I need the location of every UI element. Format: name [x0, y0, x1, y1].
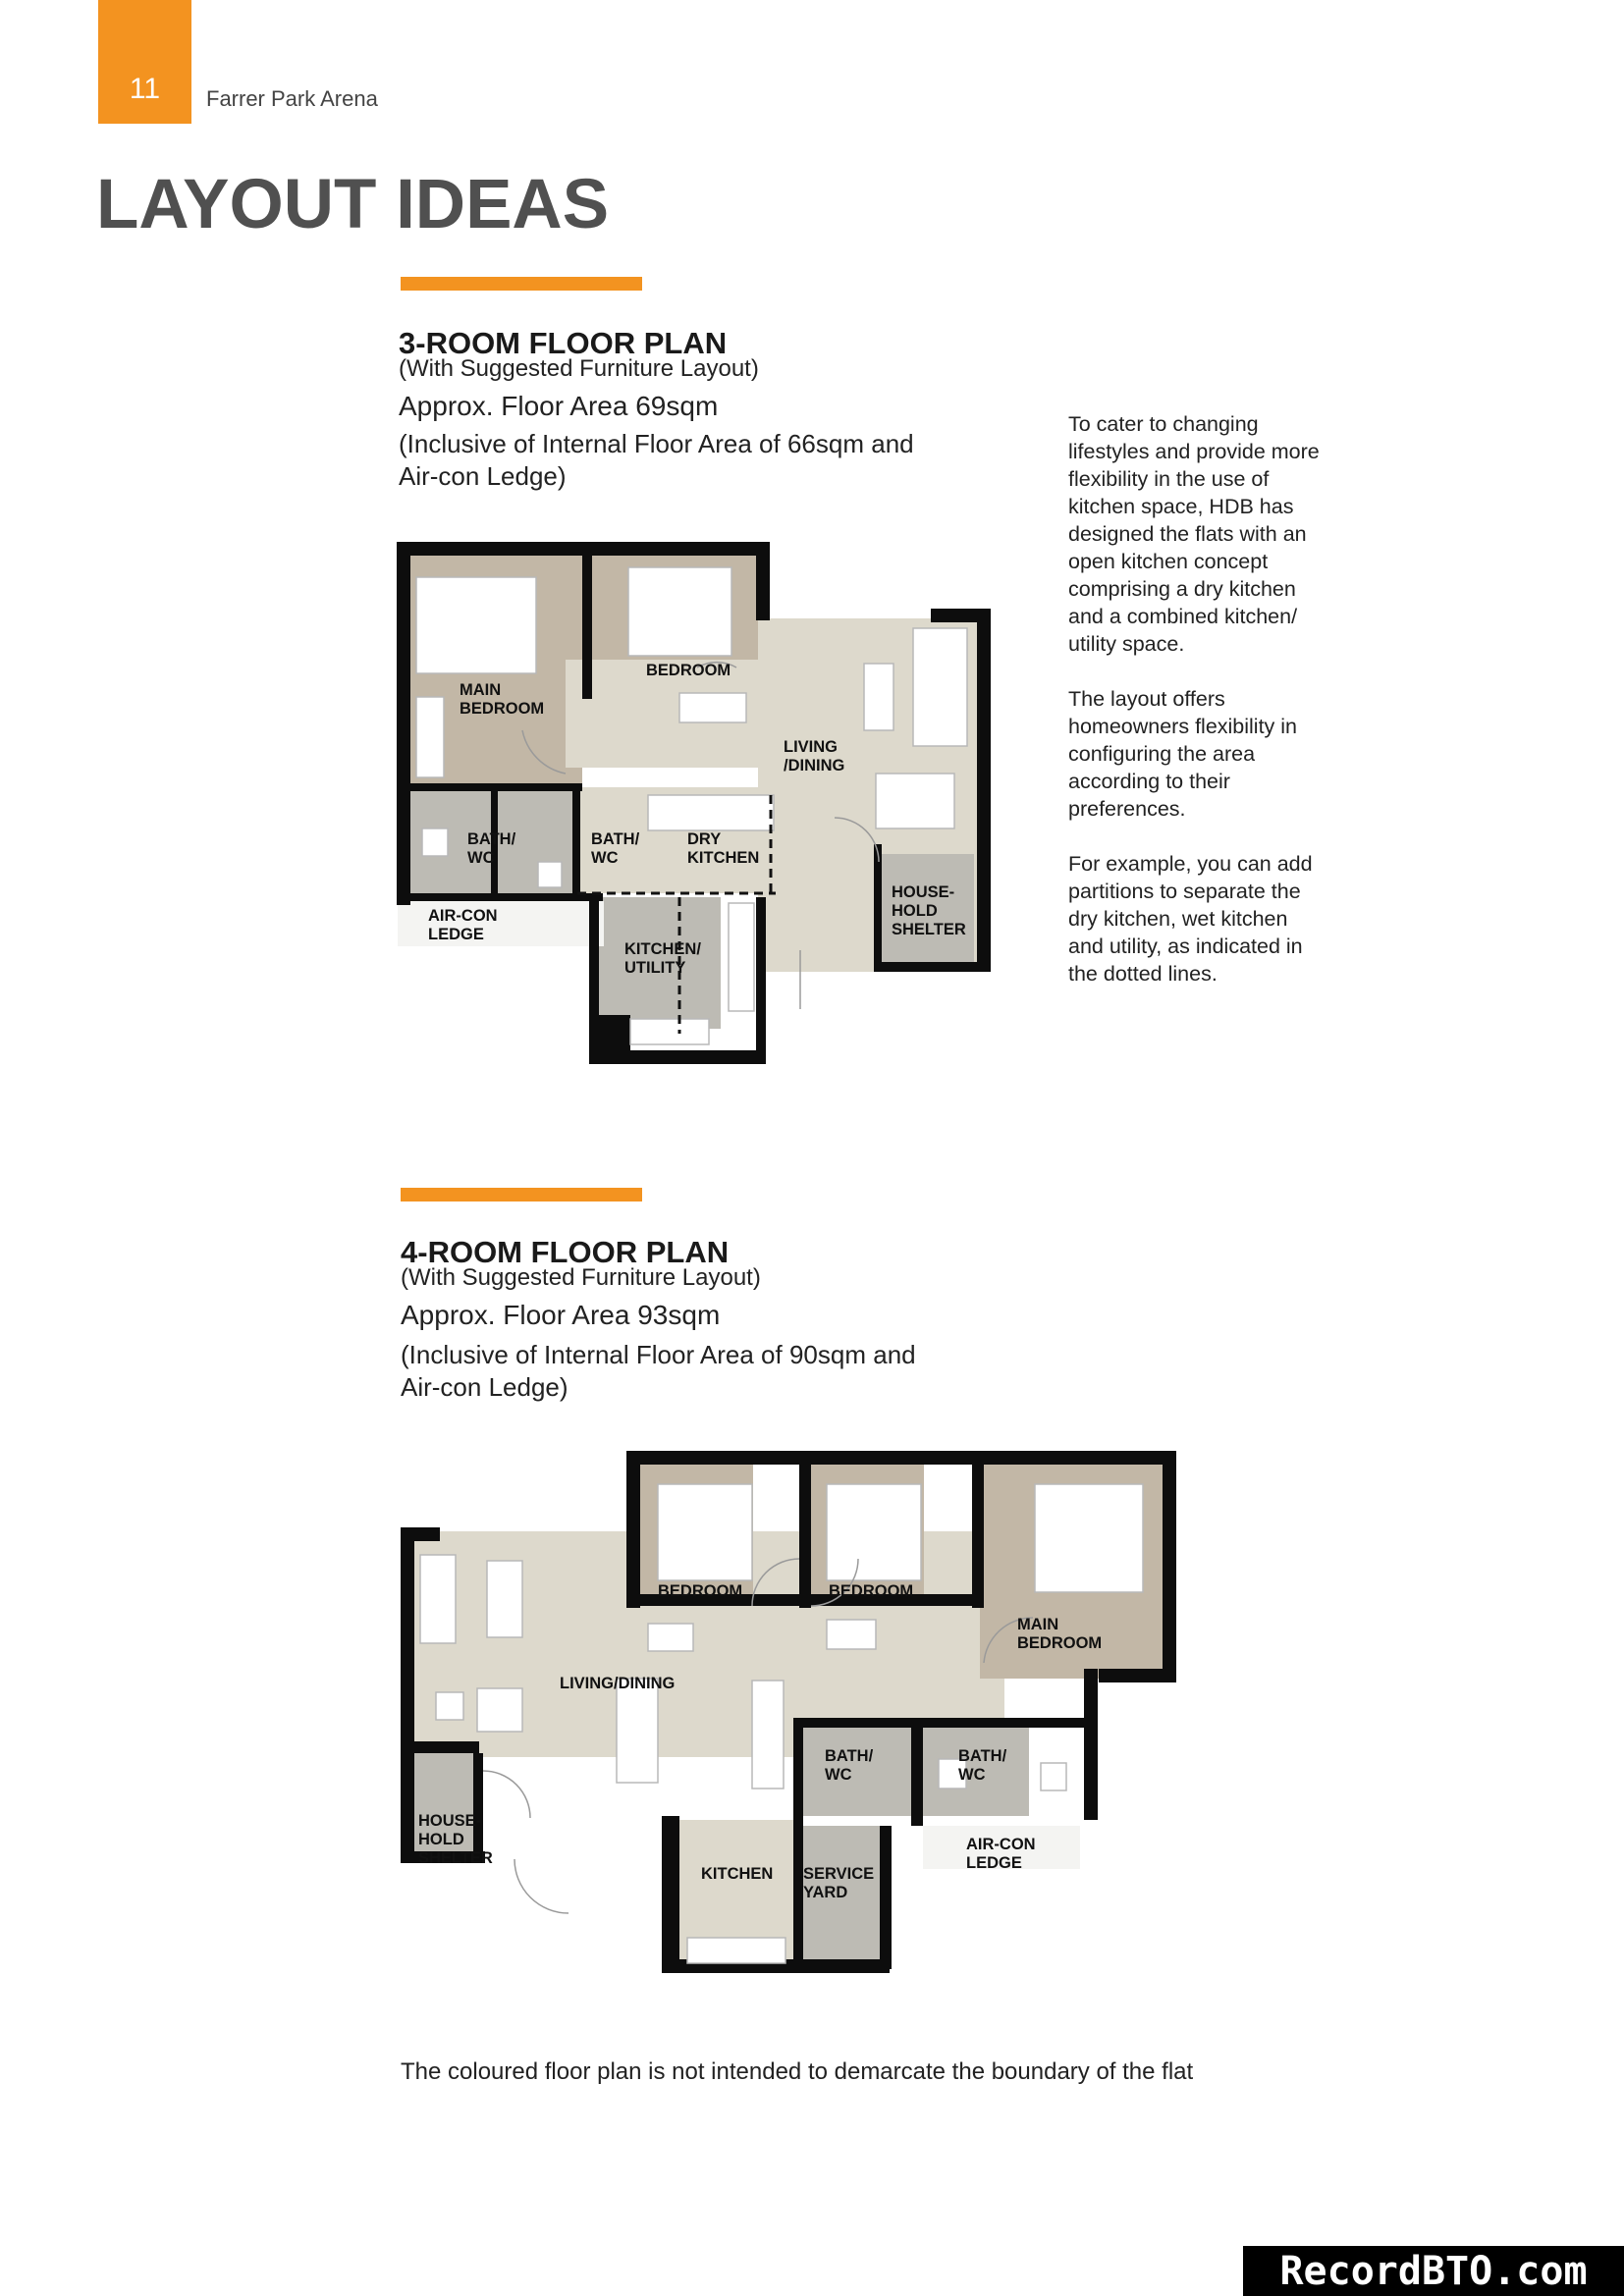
label-shelter-line3: SHELTER: [892, 921, 966, 938]
plan-3room-title: 3-ROOM FLOOR PLAN: [399, 326, 728, 360]
page-number: 11: [129, 73, 161, 105]
orange-divider: [401, 1188, 642, 1201]
description-paragraph-1: To cater to changing lifestyles and provide more flexibility in the use of kitchen space, HDB has designed the flats with an open kitchen concept comprising a dry kitchen and a combined kitchen/ utility space.: [1068, 412, 1320, 656]
label-main-bedroom: [460, 681, 544, 719]
label-living-line2: /DINING: [784, 757, 845, 774]
plan-4room-inclusive: [401, 1339, 950, 1404]
label-bath1-line2: WC: [825, 1766, 852, 1784]
label-bedroom-1: BEDROOM: [658, 1582, 743, 1600]
label-aircon-ledge: [428, 907, 498, 944]
plan-4room-inclusive-line2: Air-con Ledge): [401, 1372, 568, 1402]
label-shelter-line2: HOLD: [892, 902, 938, 920]
label-dry-kitchen-line1: DRY: [687, 830, 722, 848]
label-household-shelter: [892, 883, 966, 939]
description-paragraph-2: The layout offers homeowners flexibility in configuring the area according to their preferences.: [1068, 687, 1298, 821]
label-bath-1: [467, 830, 515, 868]
floor-plan-4room: [397, 1447, 1182, 1997]
label-shelter-line3: SHELTER: [418, 1849, 493, 1867]
page-title: LAYOUT IDEAS: [96, 166, 610, 243]
label-bath1-line2: WC: [467, 849, 495, 867]
label-main-bedroom-line2: BEDROOM: [460, 700, 545, 718]
label-bedroom: BEDROOM: [646, 662, 731, 679]
label-living-line1: LIVING: [784, 738, 839, 756]
label-bedroom-2: BEDROOM: [829, 1582, 914, 1600]
label-bath-2: [958, 1747, 1006, 1785]
label-bath1-line1: BATH/: [467, 830, 516, 848]
label-living-dining: LIVING/DINING: [560, 1675, 676, 1692]
label-bath2-line1: BATH/: [958, 1747, 1007, 1765]
label-kitchen-utility-line2: UTILITY: [624, 959, 686, 977]
label-bath2-line2: WC: [958, 1766, 986, 1784]
plan-3room-inclusive: [399, 428, 948, 493]
label-main-bedroom-line2: BEDROOM: [1017, 1634, 1103, 1652]
label-aircon-line1: AIR-CON: [966, 1836, 1036, 1853]
label-aircon-line2: LEDGE: [428, 926, 484, 943]
label-bath-1: [825, 1747, 873, 1785]
label-kitchen-utility: [624, 940, 701, 978]
label-bath2-line2: WC: [591, 849, 619, 867]
label-aircon-line2: LEDGE: [966, 1854, 1022, 1872]
plan-3room-subtitle: (With Suggested Furniture Layout): [399, 355, 759, 382]
label-main-bedroom-line1: MAIN: [460, 681, 502, 699]
label-bath1-line1: BATH/: [825, 1747, 874, 1765]
label-bath-2: [591, 830, 639, 868]
plan-3room-inclusive-line1: (Inclusive of Internal Floor Area of 66sqm and: [399, 429, 914, 458]
label-shelter-line1: HOUSE-: [892, 883, 955, 901]
orange-divider: [401, 277, 642, 291]
floor-plan-3room-drawing: [393, 538, 992, 1073]
label-main-bedroom: [1017, 1616, 1102, 1653]
label-main-bedroom-line1: MAIN: [1017, 1616, 1059, 1633]
floor-plan-3room: [393, 538, 992, 1073]
plan-3room-area: Approx. Floor Area 69sqm: [399, 391, 719, 421]
project-name: Farrer Park Arena: [206, 86, 378, 111]
floor-plan-4room-drawing: [397, 1447, 1182, 1997]
plan-3room-inclusive-line2: Air-con Ledge): [399, 461, 567, 491]
plan-4room-subtitle: (With Suggested Furniture Layout): [401, 1264, 761, 1291]
label-dry-kitchen-line2: KITCHEN: [687, 849, 760, 867]
label-bath2-line1: BATH/: [591, 830, 640, 848]
label-household-shelter: [418, 1812, 493, 1868]
plan-4room-inclusive-line1: (Inclusive of Internal Floor Area of 90sqm and: [401, 1340, 916, 1369]
kitchen-concept-description: [1068, 410, 1324, 1015]
label-living-dining: [784, 738, 844, 775]
label-shelter-line2: HOLD: [418, 1831, 464, 1848]
label-kitchen: KITCHEN: [701, 1865, 774, 1883]
label-aircon-line1: AIR-CON: [428, 907, 498, 925]
label-aircon-ledge: [966, 1836, 1036, 1873]
plan-4room-area: Approx. Floor Area 93sqm: [401, 1300, 721, 1330]
page-number-tab: [98, 0, 191, 124]
disclaimer-text: The coloured floor plan is not intended to demarcate the boundary of the flat: [401, 2058, 1194, 2085]
label-service-yard-line2: YARD: [803, 1884, 848, 1901]
label-shelter-line1: HOUSE-: [418, 1812, 482, 1830]
plan-4room-title: 4-ROOM FLOOR PLAN: [401, 1235, 730, 1269]
label-dry-kitchen: [687, 830, 759, 868]
watermark-badge: RecordBTO.com: [1243, 2246, 1624, 2296]
description-paragraph-3: For example, you can add partitions to separate the dry kitchen, wet kitchen and utility, as indicated in the dotted lines.: [1068, 852, 1313, 986]
label-service-yard-line1: SERVICE: [803, 1865, 875, 1883]
label-service-yard: [803, 1865, 874, 1902]
label-kitchen-utility-line1: KITCHEN/: [624, 940, 701, 958]
